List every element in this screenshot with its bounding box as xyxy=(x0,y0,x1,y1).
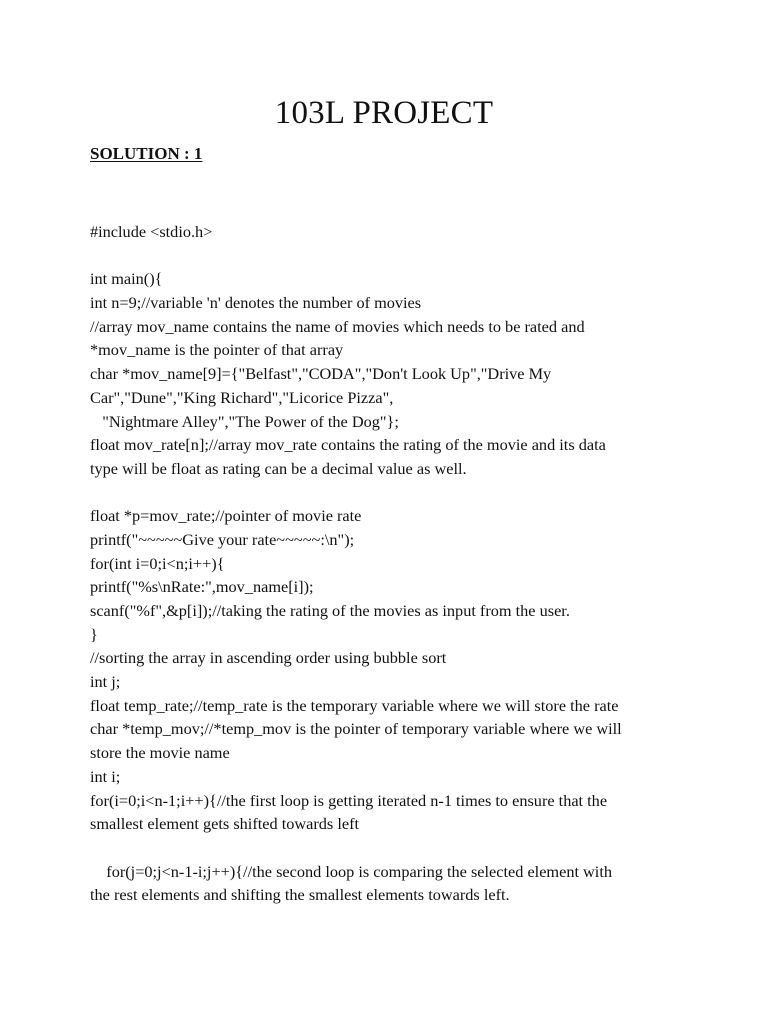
code-line: for(j=0;j<n-1-i;j++){//the second loop is comparing the selected element with xyxy=(90,861,612,881)
code-line: for(int i=0;i<n;i++){ xyxy=(90,553,225,573)
code-body xyxy=(90,220,690,907)
code-line: int j; xyxy=(90,672,121,692)
code-line: printf("%s\nRate:",mov_name[i]); xyxy=(90,577,314,597)
code-line: type will be float as rating can be a decimal value as well. xyxy=(90,458,467,478)
code-line: scanf("%f",&p[i]);//taking the rating of the movies as input from the user. xyxy=(90,601,570,620)
code-line: char *mov_name[9]={"Belfast","CODA","Don't Look Up","Drive My xyxy=(90,364,552,384)
code-line: printf("~~~~~Give your rate~~~~~:\n"); xyxy=(90,529,355,549)
code-line: char *temp_mov;//*temp_mov is the pointer of temporary variable where we will xyxy=(90,719,622,739)
code-line: float *p=mov_rate;//pointer of movie rate xyxy=(90,506,362,526)
code-line: //array mov_name contains the name of movies which needs to be rated and xyxy=(90,316,585,336)
code-line xyxy=(90,836,690,860)
code-line: int main(){ xyxy=(90,269,163,289)
code-line: "Nightmare Alley","The Power of the Dog"}; xyxy=(90,411,399,431)
code-line: int i; xyxy=(90,766,121,786)
section-heading: SOLUTION : 1 xyxy=(90,144,203,163)
code-line: #include <stdio.h> xyxy=(90,222,213,241)
code-line: //sorting the array in ascending order using bubble sort xyxy=(90,648,447,668)
code-line: store the movie name xyxy=(90,743,230,763)
code-line: *mov_name is the pointer of that array xyxy=(90,340,344,360)
code-line xyxy=(90,481,690,505)
code-line xyxy=(90,244,690,268)
code-line: the rest elements and shifting the smallest elements towards left. xyxy=(90,885,510,905)
code-line: smallest element gets shifted towards left xyxy=(90,814,360,834)
code-line: float temp_rate;//temp_rate is the temporary variable where we will store the rate xyxy=(90,695,619,715)
code-line: Car","Dune","King Richard","Licorice Pizza", xyxy=(90,387,394,407)
code-line: for(i=0;i<n-1;i++){//the first loop is getting iterated n-1 times to ensure that the xyxy=(90,790,608,810)
code-line: } xyxy=(90,624,98,644)
code-line: float mov_rate[n];//array mov_rate contains the rating of the movie and its data xyxy=(90,435,606,455)
code-line: int n=9;//variable 'n' denotes the number of movies xyxy=(90,293,422,313)
page-title: 103L PROJECT xyxy=(274,95,494,131)
